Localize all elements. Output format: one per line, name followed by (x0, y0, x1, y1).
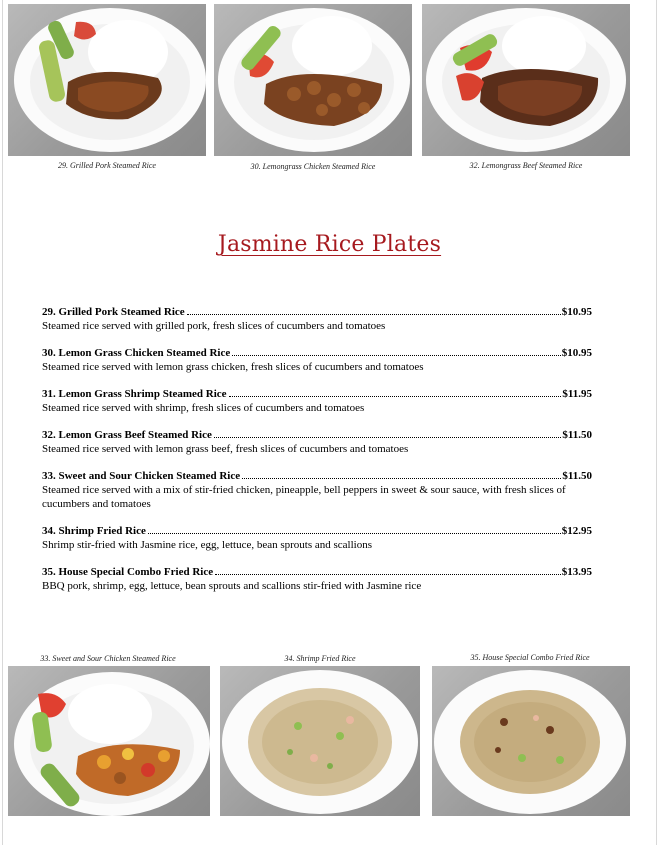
menu-item (42, 387, 592, 415)
photo-shrimp-fried-rice (220, 666, 420, 816)
item-price: $13.95 (561, 566, 592, 578)
photo-lemongrass-chicken (214, 4, 412, 156)
dot-leader (232, 355, 561, 356)
item-price: $11.50 (562, 429, 592, 441)
caption-sweet-sour-chicken: 33. Sweet and Sour Chicken Steamed Rice (40, 654, 176, 663)
caption-grilled-pork: 29. Grilled Pork Steamed Rice (58, 161, 156, 170)
item-description: Steamed rice served with grilled pork, fresh slices of cucumbers and tomatoes (42, 320, 386, 332)
section-heading (0, 232, 659, 257)
caption-house-special-fried-rice: 35. House Special Combo Fried Rice (470, 653, 590, 662)
menu-item (42, 305, 592, 333)
item-description: Steamed rice served with lemon grass beef, fresh slices of cucumbers and tomatoes (42, 443, 409, 455)
item-name: 29. Grilled Pork Steamed Rice (42, 306, 185, 318)
menu-item (42, 469, 592, 511)
menu-item (42, 524, 592, 552)
menu-item (42, 346, 592, 374)
dot-leader (242, 478, 561, 479)
section-title: Jasmine Rice Plates (217, 232, 442, 257)
caption-shrimp-fried-rice: 34. Shrimp Fried Rice (284, 654, 356, 663)
dot-leader (214, 437, 561, 438)
caption-lemongrass-chicken: 30. Lemongrass Chicken Steamed Rice (250, 162, 376, 171)
photo-house-special-fried-rice (432, 666, 630, 816)
menu-item (42, 428, 592, 456)
item-description: BBQ pork, shrimp, egg, lettuce, bean sprouts and scallions stir-fried with Jasmine rice (42, 580, 422, 592)
page-edge-right (656, 0, 657, 845)
menu-list (42, 305, 592, 606)
item-name: 34. Shrimp Fried Rice (42, 525, 146, 537)
item-description: Steamed rice served with shrimp, fresh slices of cucumbers and tomatoes (42, 402, 365, 414)
photo-sweet-sour-chicken (8, 666, 210, 816)
dot-leader (187, 314, 561, 315)
item-description: Steamed rice served with lemon grass chicken, fresh slices of cucumbers and tomatoes (42, 361, 424, 373)
photo-lemongrass-beef (422, 4, 630, 156)
item-name: 30. Lemon Grass Chicken Steamed Rice (42, 347, 231, 359)
dot-leader (215, 574, 561, 575)
item-name: 35. House Special Combo Fried Rice (42, 566, 214, 578)
item-price: $10.95 (561, 347, 592, 359)
item-description: Steamed rice served with a mix of stir-fried chicken, pineapple, bell peppers in sweet & sour sauce, with fresh slices of cucumbers and tomatoes (42, 484, 566, 510)
caption-lemongrass-beef: 32. Lemongrass Beef Steamed Rice (469, 161, 583, 170)
menu-item (42, 565, 592, 593)
dot-leader (148, 533, 561, 534)
photo-grilled-pork (8, 4, 206, 156)
item-name: 32. Lemon Grass Beef Steamed Rice (42, 429, 212, 441)
item-name: 31. Lemon Grass Shrimp Steamed Rice (42, 388, 227, 400)
item-price: $11.95 (562, 388, 592, 400)
item-price: $10.95 (561, 306, 592, 318)
item-price: $11.50 (562, 470, 592, 482)
page-edge-left (2, 0, 3, 845)
dot-leader (229, 396, 562, 397)
item-name: 33. Sweet and Sour Chicken Steamed Rice (42, 470, 241, 482)
item-price: $12.95 (561, 525, 592, 537)
item-description: Shrimp stir-fried with Jasmine rice, egg, lettuce, bean sprouts and scallions (42, 539, 373, 551)
